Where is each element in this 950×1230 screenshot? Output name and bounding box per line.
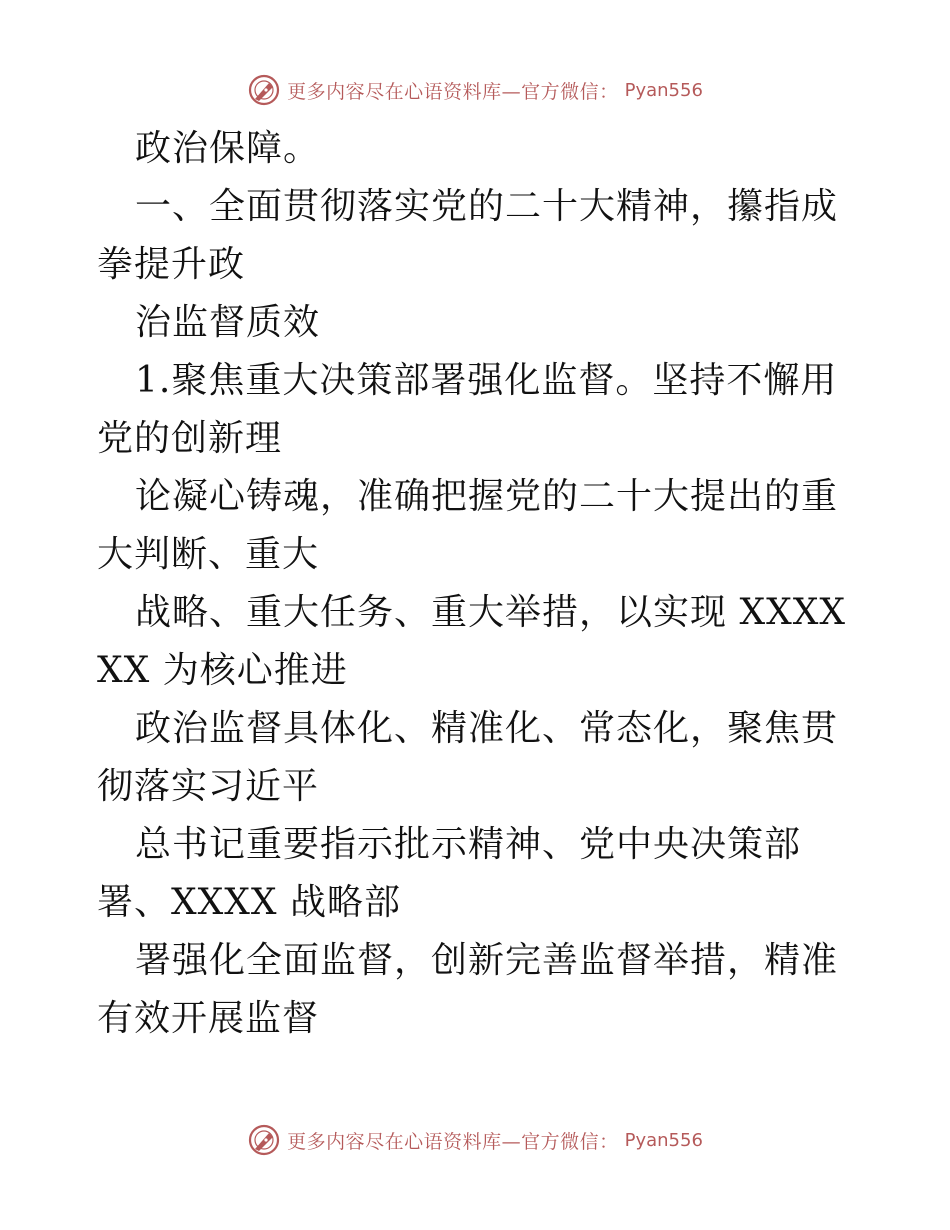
- red-pen-nib-circle-icon: [247, 1123, 281, 1157]
- paragraph: 1.聚焦重大决策部署强化监督。坚持不懈用党的创新理: [97, 360, 838, 459]
- paragraph: 政治监督具体化、精准化、常态化，聚焦贯彻落实习近平: [97, 708, 839, 807]
- red-pen-nib-circle-icon: [247, 73, 281, 107]
- watermark-wechat-id: Pyan556: [624, 1129, 703, 1151]
- paragraph: 署强化全面监督，创新完善监督举措，精准有效开展监督: [97, 940, 839, 1039]
- watermark-text: 更多内容尽在心语资料库—官方微信：: [287, 1130, 619, 1153]
- watermark-wechat-id: Pyan556: [624, 79, 703, 101]
- paragraph: 战略、重大任务、重大举措，以实现 XXXXXX 为核心推进: [97, 592, 846, 691]
- paragraph: 政治保障。: [135, 128, 321, 169]
- paragraph: 论凝心铸魂，准确把握党的二十大提出的重大判断、重大: [97, 476, 839, 575]
- footer-watermark: [0, 1120, 950, 1160]
- header-watermark: [0, 70, 950, 110]
- document-body: [97, 120, 857, 1048]
- section-heading: 一、全面贯彻落实党的二十大精神，攥指成拳提升政: [97, 186, 839, 285]
- paragraph: 总书记重要指示批示精神、党中央决策部署、XXXX 战略部: [97, 824, 802, 923]
- paragraph: 治监督质效: [135, 302, 321, 343]
- watermark-text: 更多内容尽在心语资料库—官方微信：: [287, 80, 619, 103]
